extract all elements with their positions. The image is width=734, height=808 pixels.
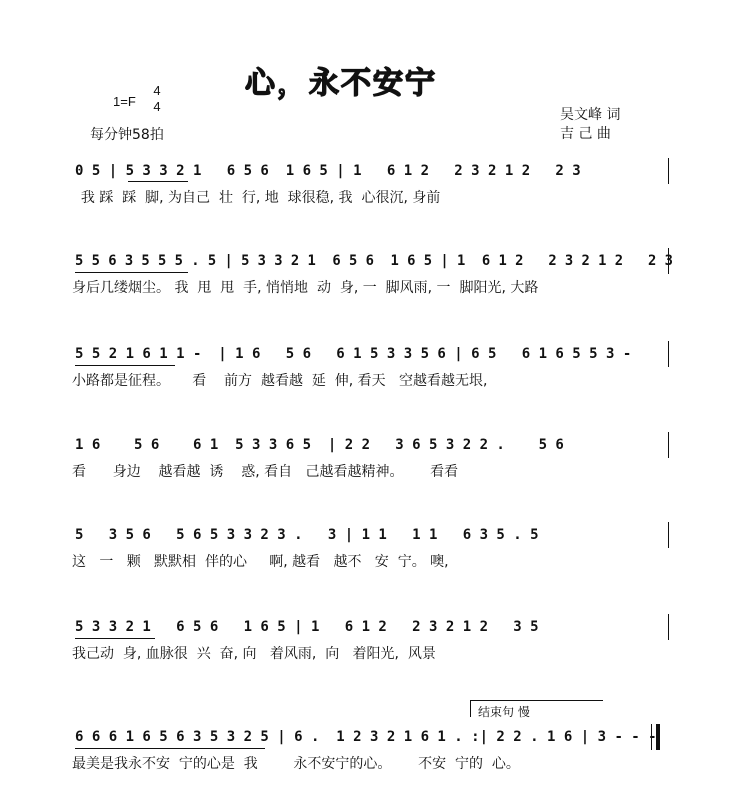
notation-row-5: 5 3 5 6 5 6 5 3 3 2 3 . 3 | 1 1 1 1 6 3 5 . 5 [75,527,539,543]
beam-line [75,748,265,749]
ending-label: 结束句 慢 [478,705,530,719]
beam-line [75,638,155,639]
barline [668,522,669,548]
barline [668,432,669,458]
notation-row-1: 0 5 | 5 3 3 2 1 6 5 6 1 6 5 | 1 6 1 2 2 3 2 1 2 2 3 [75,163,581,179]
notation-row-7: 6 6 6 1 6 5 6 3 5 3 2 5 | 6 . 1 2 3 2 1 6 1 . :| 2 2 . 1 6 | 3 - - - [75,729,657,745]
final-barline [656,724,660,750]
beam-line [75,272,185,273]
lyrics-row-5: 这 一 颗 默默相 伴的心 啊, 越看 越不 安 宁。 噢, [72,554,449,570]
time-signature [150,84,164,113]
lyrics-row-6: 我己动 身, 血脉很 兴 奋, 向 着风雨, 向 着阳光, 风景 [72,646,436,662]
notation-row-6: 5 3 3 2 1 6 5 6 1 6 5 | 1 6 1 2 2 3 2 1 2 3 5 [75,619,539,635]
barline [668,341,669,367]
beam-line [75,365,175,366]
beam-line [128,181,188,182]
meter-top: 4 [153,83,161,98]
lyrics-row-1: 我 踩 踩 脚, 为自己 壮 行, 地 球很稳, 我 心很沉, 身前 [72,190,441,206]
composer-credit: 吉 己 曲 [560,126,611,142]
lyrics-row-4: 看 身边 越看越 诱 惑, 看自 己越看越精神。 看看 [72,464,459,480]
notation-row-4: 1 6 5 6 6 1 5 3 3 6 5 | 2 2 3 6 5 3 2 2 . 5 6 [75,437,564,453]
barline [668,158,669,184]
notation-row-3: 5 5 2 1 6 1 1 - | 1 6 5 6 6 1 5 3 3 5 6 | 6 5 6 1 6 5 5 3 - [75,346,632,362]
lyrics-row-7: 最美是我永不安 宁的心是 我 永不安宁的心。 不安 宁的 心。 [72,756,520,772]
lyrics-row-3: 小路都是征程。 看 前方 越看越 延 伸, 看天 空越看越无垠, [72,373,488,389]
song-title: 心，永不安宁 [245,66,437,101]
lyrics-row-2: 身后几缕烟尘。 我 甩 甩 手, 悄悄地 动 身, 一 脚风雨, 一 脚阳光, 大路 [72,280,539,296]
tempo-marking: 每分钟58拍 [90,127,164,143]
final-barline-thin [651,724,652,750]
key-signature: 1=F [113,94,136,109]
barline [668,248,669,274]
meter-bottom: 4 [153,99,161,114]
lyricist-credit: 吴文峰 词 [560,107,621,123]
barline [668,614,669,640]
notation-row-2: 5 5 6 3 5 5 5 . 5 | 5 3 3 2 1 6 5 6 1 6 5 | 1 6 1 2 2 3 2 1 2 2 3 [75,253,673,269]
